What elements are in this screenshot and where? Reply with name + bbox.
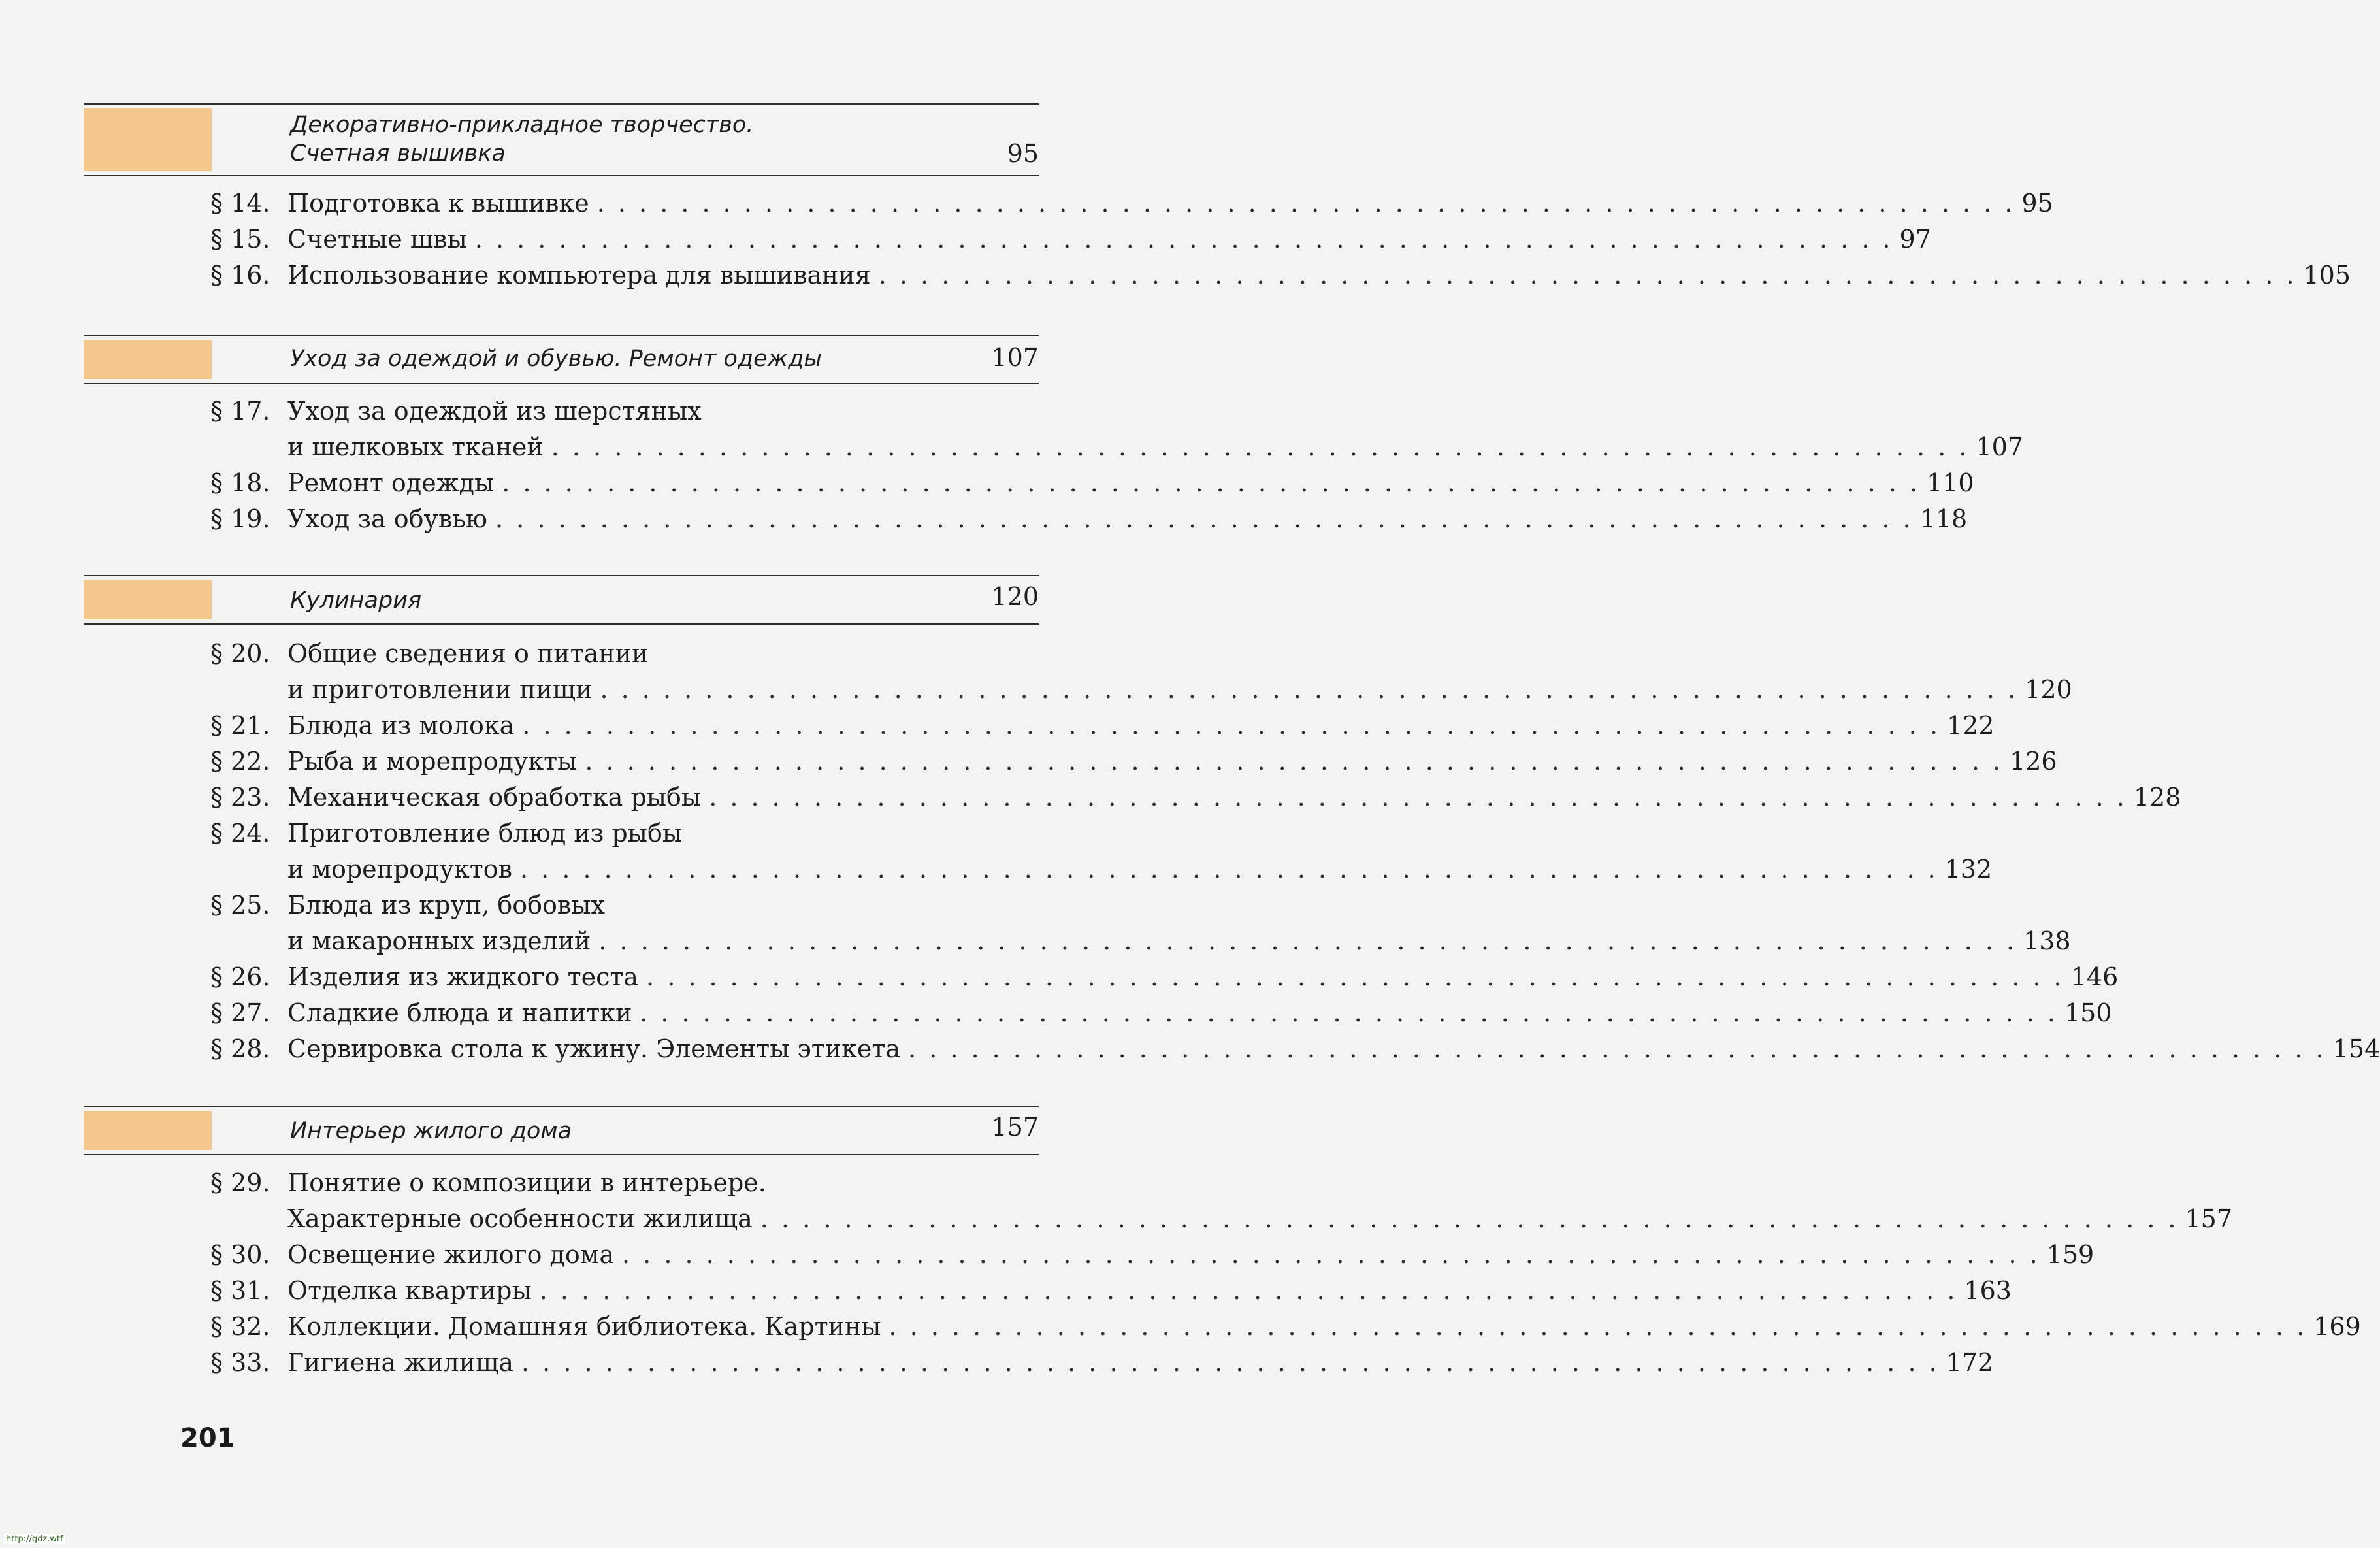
dot-leader: . . . . . . . . . . . . . . . . . . . . . . . . . . . . . . . . . . . . . . . . . . . . . . . . . . . . . . . . . . . . . . . . . . . . — [878, 261, 2297, 289]
paragraph-number: § 14. — [210, 189, 270, 218]
toc-entry — [210, 744, 2057, 780]
toc-entry — [210, 501, 1968, 537]
section-title: Декоративно-прикладное творчество. — [290, 112, 754, 138]
dot-leader: . . . . . . . . . . . . . . . . . . . . . . . . . . . . . . . . . . . . . . . . . . . . . . . . . . . . . . . . . . . . . . . . . . . . — [600, 675, 2019, 704]
toc-entry — [210, 636, 2072, 708]
entry-title: Блюда из молока — [287, 711, 515, 740]
section-accent-bar — [84, 580, 212, 619]
entry-page-number: 150 — [2064, 998, 2112, 1027]
paragraph-number: § 29. — [210, 1168, 270, 1197]
entry-title: Счетные швы — [287, 225, 467, 254]
dot-leader: . . . . . . . . . . . . . . . . . . . . . . . . . . . . . . . . . . . . . . . . . . . . . . . . . . . . . . . . . . . . . . . . . . . . — [551, 433, 1970, 461]
dot-leader: . . . . . . . . . . . . . . . . . . . . . . . . . . . . . . . . . . . . . . . . . . . . . . . . . . . . . . . . . . . . . . . . . . . . — [709, 783, 2127, 812]
entry-page-number: 128 — [2133, 783, 2181, 812]
section-accent-bar — [84, 340, 212, 379]
entry-title-continued: и шелковых тканей — [287, 433, 544, 461]
section-page-number: 120 — [991, 582, 1039, 611]
toc-entry — [210, 708, 1995, 744]
dot-leader: . . . . . . . . . . . . . . . . . . . . . . . . . . . . . . . . . . . . . . . . . . . . . . . . . . . . . . . . . . . . . . . . . . . . — [646, 963, 2064, 991]
paragraph-number: § 31. — [210, 1276, 270, 1305]
entry-page-number: 110 — [1926, 469, 1974, 497]
dot-leader: . . . . . . . . . . . . . . . . . . . . . . . . . . . . . . . . . . . . . . . . . . . . . . . . . . . . . . . . . . . . . . . . . . . . — [474, 225, 1893, 254]
dot-leader: . . . . . . . . . . . . . . . . . . . . . . . . . . . . . . . . . . . . . . . . . . . . . . . . . . . . . . . . . . . . . . . . . . . . — [520, 855, 1938, 883]
dot-leader: . . . . . . . . . . . . . . . . . . . . . . . . . . . . . . . . . . . . . . . . . . . . . . . . . . . . . . . . . . . . . . . . . . . . — [640, 998, 2058, 1027]
entry-page-number: 105 — [2303, 261, 2351, 289]
entry-title: Приготовление блюд из рыбы — [287, 819, 683, 848]
paragraph-number: § 27. — [210, 998, 270, 1027]
dot-leader: . . . . . . . . . . . . . . . . . . . . . . . . . . . . . . . . . . . . . . . . . . . . . . . . . . . . . . . . . . . . . . . . . . . . — [502, 469, 1920, 497]
section-header — [84, 1106, 1039, 1155]
entry-title: Отделка квартиры — [287, 1276, 532, 1305]
section-title: Счетная вышивка — [290, 140, 506, 167]
entry-page-number: 132 — [1944, 855, 1993, 883]
entry-title: Понятие о композиции в интерьере. — [287, 1168, 766, 1197]
page-number: 201 — [180, 1423, 235, 1453]
entry-title: Общие сведения о питании — [287, 639, 649, 668]
paragraph-number: § 17. — [210, 397, 270, 425]
entry-title: Уход за обувью — [287, 504, 487, 533]
paragraph-number: § 16. — [210, 261, 270, 289]
toc-entry — [210, 393, 2023, 465]
entry-title: Освещение жилого дома — [287, 1240, 615, 1269]
paragraph-number: § 28. — [210, 1034, 270, 1063]
watermark-link[interactable]: http://gdz.wtf — [4, 1534, 65, 1544]
entry-title: Уход за одеждой из шерстяных — [287, 397, 702, 425]
section-title: Интерьер жилого дома — [290, 1118, 572, 1144]
entry-page-number: 126 — [2010, 747, 2057, 776]
entry-title: Сервировка стола к ужину. Элементы этикета — [287, 1034, 901, 1063]
section-header — [84, 103, 1039, 176]
toc-entry — [210, 222, 1931, 257]
toc-entry — [210, 780, 2181, 815]
entry-page-number: 122 — [1946, 711, 1995, 740]
entry-title: Ремонт одежды — [287, 469, 495, 497]
section-page-number: 157 — [991, 1113, 1039, 1142]
entry-page-number: 146 — [2070, 963, 2119, 991]
entry-page-number: 118 — [1919, 504, 1968, 533]
entry-title-continued: Характерные особенности жилища — [287, 1204, 753, 1233]
paragraph-number: § 26. — [210, 963, 270, 991]
entry-title: Использование компьютера для вышивания — [287, 261, 871, 289]
entry-page-number: 95 — [2021, 189, 2053, 218]
section-page-number: 107 — [991, 343, 1039, 372]
paragraph-number: § 18. — [210, 469, 270, 497]
toc-entry — [210, 1165, 2233, 1237]
entry-title: Гигиена жилища — [287, 1348, 514, 1377]
paragraph-number: § 33. — [210, 1348, 270, 1377]
entry-page-number: 120 — [2025, 675, 2072, 704]
toc-entry — [210, 1273, 2012, 1309]
dot-leader: . . . . . . . . . . . . . . . . . . . . . . . . . . . . . . . . . . . . . . . . . . . . . . . . . . . . . . . . . . . . . . . . . . . . — [495, 504, 1914, 533]
entry-title: Механическая обработка рыбы — [287, 783, 702, 812]
entry-title: Изделия из жидкого теста — [287, 963, 639, 991]
paragraph-number: § 32. — [210, 1312, 270, 1341]
section-title: Уход за одеждой и обувью. Ремонт одежды — [290, 346, 823, 372]
entry-page-number: 107 — [1976, 433, 2023, 461]
entry-page-number: 154 — [2332, 1034, 2380, 1063]
paragraph-number: § 25. — [210, 891, 270, 919]
section-accent-bar — [84, 1111, 212, 1150]
entry-title: Подготовка к вышивке — [287, 189, 589, 218]
paragraph-number: § 19. — [210, 504, 270, 533]
toc-entry — [210, 1237, 2095, 1273]
entry-title-continued: и морепродуктов — [287, 855, 512, 883]
entry-page-number: 159 — [2046, 1240, 2095, 1269]
paragraph-number: § 15. — [210, 225, 270, 254]
dot-leader: . . . . . . . . . . . . . . . . . . . . . . . . . . . . . . . . . . . . . . . . . . . . . . . . . . . . . . . . . . . . . . . . . . . . — [908, 1034, 2326, 1063]
section-page-number: 95 — [1007, 139, 1039, 168]
entry-page-number: 163 — [1964, 1276, 2012, 1305]
dot-leader: . . . . . . . . . . . . . . . . . . . . . . . . . . . . . . . . . . . . . . . . . . . . . . . . . . . . . . . . . . . . . . . . . . . . — [522, 711, 1940, 740]
toc-entry — [210, 257, 2351, 293]
entry-page-number: 138 — [2023, 927, 2071, 955]
dot-leader: . . . . . . . . . . . . . . . . . . . . . . . . . . . . . . . . . . . . . . . . . . . . . . . . . . . . . . . . . . . . . . . . . . . . — [760, 1204, 2179, 1233]
entry-page-number: 169 — [2313, 1312, 2361, 1341]
section-header — [84, 575, 1039, 625]
toc-entry — [210, 1031, 2380, 1067]
dot-leader: . . . . . . . . . . . . . . . . . . . . . . . . . . . . . . . . . . . . . . . . . . . . . . . . . . . . . . . . . . . . . . . . . . . . — [888, 1312, 2307, 1341]
section-accent-bar — [84, 108, 212, 171]
entry-title: Блюда из круп, бобовых — [287, 891, 605, 919]
toc-entry — [210, 1345, 1994, 1381]
entry-page-number: 172 — [1946, 1348, 1994, 1377]
entry-title: Коллекции. Домашняя библиотека. Картины — [287, 1312, 881, 1341]
toc-entry — [210, 1309, 2361, 1345]
toc-entry — [210, 995, 2112, 1031]
section-header — [84, 335, 1039, 384]
dot-leader: . . . . . . . . . . . . . . . . . . . . . . . . . . . . . . . . . . . . . . . . . . . . . . . . . . . . . . . . . . . . . . . . . . . . — [521, 1348, 1940, 1377]
toc-entry — [210, 465, 1974, 501]
toc-entry — [210, 186, 2053, 222]
dot-leader: . . . . . . . . . . . . . . . . . . . . . . . . . . . . . . . . . . . . . . . . . . . . . . . . . . . . . . . . . . . . . . . . . . . . — [585, 747, 2004, 776]
entry-title-continued: и макаронных изделий — [287, 927, 591, 955]
entry-title: Рыба и морепродукты — [287, 747, 578, 776]
dot-leader: . . . . . . . . . . . . . . . . . . . . . . . . . . . . . . . . . . . . . . . . . . . . . . . . . . . . . . . . . . . . . . . . . . . . — [539, 1276, 1958, 1305]
entry-title: Сладкие блюда и напитки — [287, 998, 632, 1027]
dot-leader: . . . . . . . . . . . . . . . . . . . . . . . . . . . . . . . . . . . . . . . . . . . . . . . . . . . . . . . . . . . . . . . . . . . . — [598, 927, 2017, 955]
section-title: Кулинария — [290, 587, 422, 614]
dot-leader: . . . . . . . . . . . . . . . . . . . . . . . . . . . . . . . . . . . . . . . . . . . . . . . . . . . . . . . . . . . . . . . . . . . . — [596, 189, 2015, 218]
paragraph-number: § 22. — [210, 747, 270, 776]
toc-entry — [210, 959, 2119, 995]
entry-page-number: 97 — [1899, 225, 1931, 254]
dot-leader: . . . . . . . . . . . . . . . . . . . . . . . . . . . . . . . . . . . . . . . . . . . . . . . . . . . . . . . . . . . . . . . . . . . . — [622, 1240, 2040, 1269]
entry-page-number: 157 — [2185, 1204, 2233, 1233]
entry-title-continued: и приготовлении пищи — [287, 675, 593, 704]
paragraph-number: § 23. — [210, 783, 270, 812]
paragraph-number: § 30. — [210, 1240, 270, 1269]
paragraph-number: § 20. — [210, 639, 270, 668]
paragraph-number: § 21. — [210, 711, 270, 740]
paragraph-number: § 24. — [210, 819, 270, 848]
toc-entry — [210, 815, 1993, 887]
toc-entry — [210, 887, 2071, 959]
